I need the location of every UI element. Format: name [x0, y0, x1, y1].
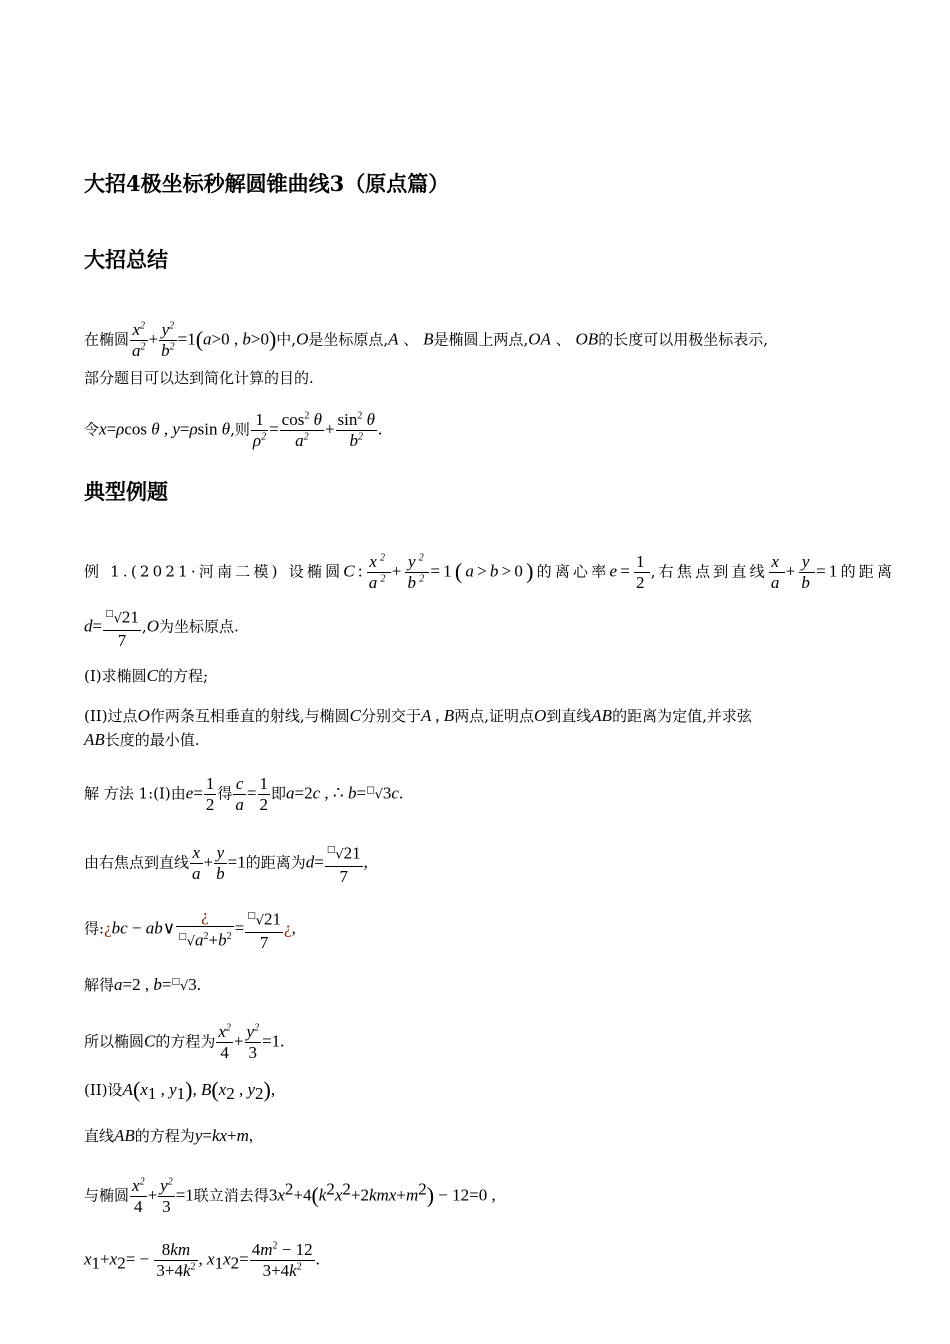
- solution-line-4: 解得a=2 , b=□√3.: [84, 975, 202, 994]
- page-title: 大招4极坐标秒解圆锥曲线3（原点篇）: [84, 171, 450, 196]
- example-1-statement-line-2: d= $\frac{^□√21}{7}$ ,O为坐标原点.: [84, 604, 864, 651]
- fraction: $\frac{\sin^2 \theta}{b^2}$: [337, 410, 375, 450]
- example-1-statement: 例 1.(2021·河南二模) 设椭圆C: $\frac{x^2}{a^2}$ + $\frac{y^2}{b^2}$ =1(a>b>0)的离心率e= $\frac{1}{2}$ ,右焦点到直线 $\frac{x}{a}$ + $\frac{y}{b}$ =1的距离: [84, 552, 896, 592]
- question-1: (I)求椭圆C的方程;: [84, 666, 209, 685]
- summary-paragraph-1: 在椭圆 $\frac{x^2}{a^2}$ + $\frac{y^2}{b^2}$ =1(a>0 , b>0)中,O是坐标原点,A 、 B是椭圆上两点,OA 、 OB的长度可以用极坐标表示,: [84, 320, 768, 360]
- fraction: $\frac{y^2}{b^2}$: [407, 552, 428, 592]
- summary-paragraph-2: 令x=ρcos θ , y=ρsin θ,则 $\frac{1}{\rho^2}$ = $\frac{\cos^2 \theta}{a^2}$ + $\frac{\sin^2 \theta}{b^2}$ .: [84, 410, 383, 450]
- question-2-line-2: AB长度的最小值.: [84, 730, 200, 749]
- fraction: $\frac{y^2}{b^2}$: [161, 320, 175, 360]
- fraction: $\frac{4m^2 - 12}{3+4k^2}$: [251, 1240, 313, 1280]
- section-heading-summary: 大招总结: [84, 247, 168, 272]
- fraction: $\frac{\cos^2 \theta}{a^2}$: [281, 410, 322, 450]
- fraction: $\frac{1}{2}$: [205, 774, 215, 814]
- solution-line-7: 直线AB的方程为y=kx+m,: [84, 1126, 254, 1145]
- solution-line-2: 由右焦点到直线 $\frac{x}{a}$ + $\frac{y}{b}$ =1的距离为d= $\frac{^□√21}{7}$ ,: [84, 840, 864, 887]
- solution-line-6: (II)设$A(x_1$ , $y_1$), $B(x_2$ , $y_2$),: [84, 1077, 276, 1103]
- fraction: $\frac{^□√21}{7}$: [325, 840, 363, 887]
- fraction: $\frac{x}{a}$: [770, 552, 783, 592]
- fraction: $\frac{1}{\rho^2}$: [252, 410, 267, 450]
- fraction: $\frac{x}{a}$: [192, 842, 201, 883]
- solution-line-8: 与椭圆 $\frac{x^2}{4}$ + $\frac{y^2}{3}$ =1联立消去得$3x^2+4(k^2x^2+2kmx+m^2) - 12=0$ ,: [84, 1176, 496, 1216]
- fraction: $\frac{c}{a}$: [235, 774, 244, 814]
- fraction: $\frac{y}{b}$: [801, 552, 814, 592]
- solution-line-5: 所以椭圆C的方程为 $\frac{x^2}{4}$ + $\frac{y^2}{3}$ =1.: [84, 1022, 285, 1062]
- question-2: (II)过点O作两条互相垂直的射线,与椭圆C分别交于A , B两点,证明点O到直线AB的距离为定值,并求弦: [84, 706, 752, 725]
- section-heading-examples: 典型例题: [84, 479, 168, 504]
- fraction: $\frac{x^2}{4}$: [218, 1022, 231, 1062]
- fraction: $\frac{y^2}{3}$: [246, 1022, 260, 1062]
- solution-line-9: $x_1+x_2=$ − $\frac{8km}{3+4k^2}$ , $x_1x_2=$ $\frac{4m^2 - 12}{3+4k^2}$ .: [84, 1240, 320, 1280]
- fraction: $\frac{y}{b}$: [216, 842, 225, 883]
- fraction: $\frac{¿}{^□√a^2+b^2}$: [178, 906, 232, 950]
- fraction: $\frac{8km}{3+4k^2}$: [156, 1240, 196, 1280]
- summary-paragraph-1-line-2: 部分题目可以达到简化计算的目的.: [84, 369, 314, 387]
- fraction: $\frac{^□√21}{7}$: [103, 604, 141, 651]
- fraction: $\frac{x^2}{a^2}$: [368, 552, 389, 592]
- fraction: $\frac{1}{2}$: [259, 774, 269, 814]
- fraction: $\frac{x^2}{a^2}$: [132, 320, 146, 360]
- solution-line-3: 得:¿bc − ab∨ $\frac{¿}{^□√a^2+b^2}$ = $\frac{^□√21}{7}$ ¿,: [84, 906, 296, 952]
- solution-line-1: 解 方法 1:(I)由e= $\frac{1}{2}$ 得 $\frac{c}{a}$ = $\frac{1}{2}$ 即a=2c , ∴ b=□√3c.: [84, 774, 404, 814]
- fraction: $\frac{1}{2}$: [636, 552, 648, 592]
- fraction: $\frac{^□√21}{7}$: [245, 906, 283, 953]
- fraction: $\frac{x^2}{4}$: [132, 1176, 145, 1216]
- fraction: $\frac{y^2}{3}$: [160, 1176, 173, 1216]
